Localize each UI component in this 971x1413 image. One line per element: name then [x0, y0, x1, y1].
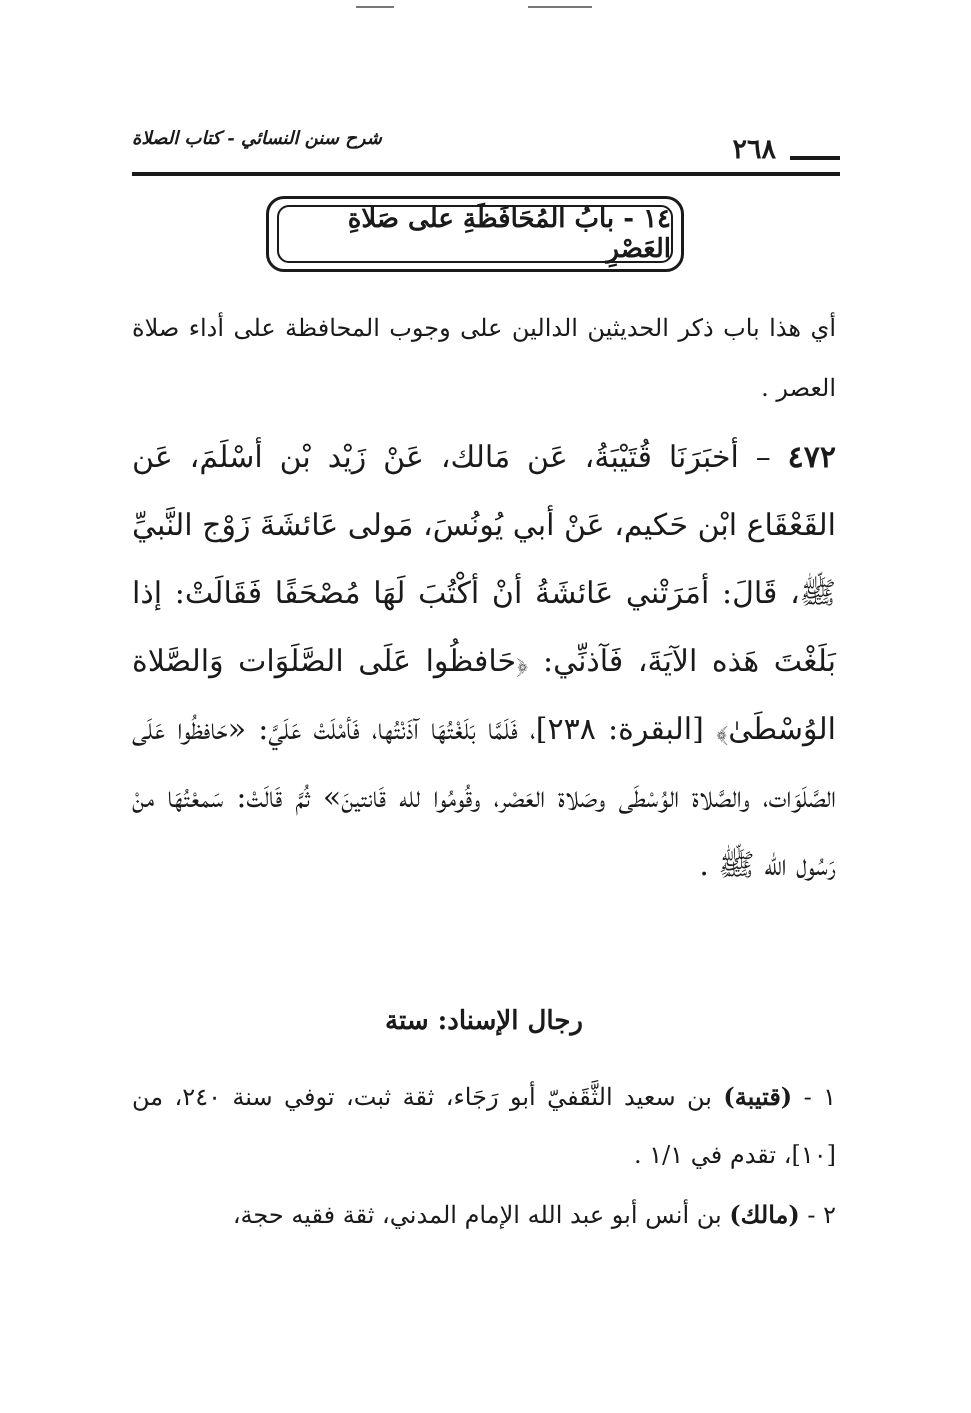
narrator-number: ١ -: [792, 1083, 836, 1111]
narrator-name: (مالك): [729, 1200, 800, 1229]
narrator-number: ٢ -: [799, 1201, 836, 1229]
narrator-entry: [132, 1186, 836, 1244]
scan-mark-right: [528, 6, 592, 8]
narrator-entry: [132, 1068, 836, 1184]
hadith-paragraph: [132, 424, 836, 900]
narrator-text: بن أنس أبو عبد الله الإمام المدني، ثقة فقيه حجة،: [232, 1201, 730, 1229]
isnad-heading: رجال الإسناد: ستة: [385, 1006, 583, 1036]
page-number-dash: [790, 156, 840, 160]
chapter-title-frame: [266, 196, 684, 272]
page-number: ٢٦٨: [732, 134, 776, 165]
running-title: شرح سنن النسائي - كتاب الصلاة: [132, 128, 382, 149]
hadith-dash: –: [738, 440, 788, 475]
narrator-text: بن سعيد الثَّقَفيّ أبو رَجَاء، ثقة ثبت، توفي سنة ٢٤٠، من [١٠]، تقدم في ١/١ .: [132, 1083, 836, 1169]
hadith-number: ٤٧٢: [787, 440, 836, 475]
header-rule: [132, 172, 840, 176]
intro-paragraph: [132, 298, 836, 418]
intro-text: أي هذا باب ذكر الحديثين الدالين على وجوب المحافظة على أداء صلاة العصر .: [132, 314, 836, 402]
chapter-title: ١٤ - بابُ المُحَافَظَةِ على صَلاةِ العَصْرِ: [277, 205, 673, 263]
scan-mark-left: [356, 6, 394, 8]
running-head: [132, 128, 840, 174]
hadith-text: أخبَرَنَا قُتَيْبَةُ، عَن مَالك، عَنْ زَيْد بْن أسْلَمَ، عَن القَعْقَاع ابْن حَكيم، عَنْ أبي يُونُسَ، مَولى عَائشَةَ زَوْج النَّبيِّ ﷺ، قَالَ: أمَرَتْني عَائشَةُ أنْ أكْتُبَ لَهَا مُصْحَفًا فَقَالَتْ: إذا بَلَغْتَ هَذه الآيَةَ، فَآذنِّي: ﴿حَافظُوا عَلَى الصَّلَوَات وَالصَّلاة الوُسْطَىٰ﴾ [البقرة: ٢٣٨]، فَلَمَّا بَلَغْتُهَا آذَنْتُها، فَأمْلَتْ عَلَيَّ: «حَافظُوا عَلَى الصَّلَوَات، والصَّلاة الوُسْطَى وصَلاة العَصْر، وقُومُوا لله قَانتينَ» ثُمَّ قَالَتْ: سَمعْتُهَا منْ رَسُول الله ﷺ .: [132, 440, 836, 883]
narrator-name: (قتيبة): [723, 1082, 793, 1111]
